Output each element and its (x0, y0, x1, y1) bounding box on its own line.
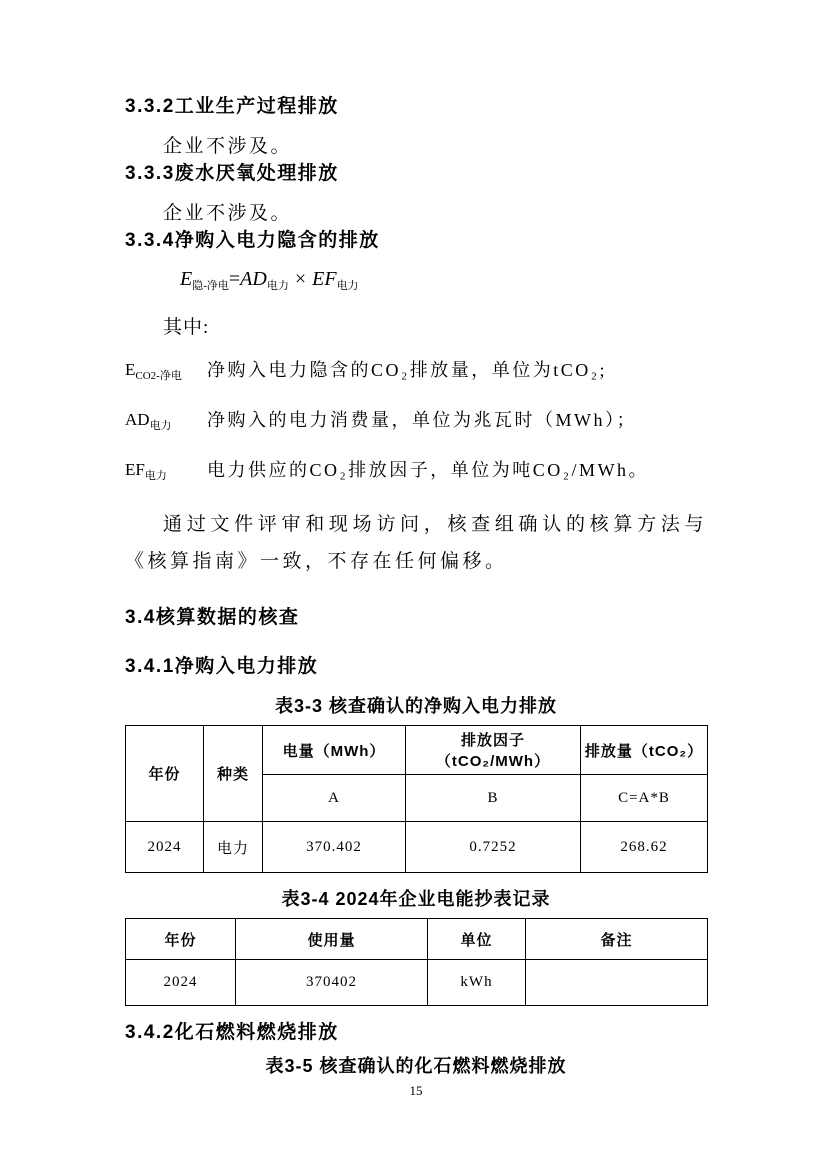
table-3-3-caption: 表3-3 核查确认的净购入电力排放 (274, 696, 557, 716)
table-3-3-col-power: 电量（MWh） (263, 726, 406, 775)
definition-desc-ad: 净购入的电力消费量，单位为兆瓦时（MWh）； (207, 410, 637, 430)
conclusion-paragraph: 通过文件评审和现场访问，核查组确认的核算方法与《核算指南》一致，不存在任何偏移。 (125, 514, 707, 572)
table-3-4-caption: 表3-4 2024年企业电能抄表记录 (281, 889, 551, 909)
definition-desc-e: 净购入电力隐含的CO₂排放量，单位为tCO₂; (207, 360, 608, 380)
definition-row-ad (125, 405, 707, 441)
page-content (125, 93, 707, 1099)
paragraph-not-involved-1: 企业不涉及。 (163, 136, 293, 157)
table-3-4-col-remark: 备注 (526, 919, 708, 960)
heading-3-3-2: 3.3.2工业生产过程排放 (125, 96, 339, 117)
formula-term2-subscript: 电力 (336, 280, 359, 292)
table-3-4-header-row (126, 919, 708, 960)
table-3-3 (125, 725, 708, 873)
table-3-4 (125, 918, 708, 1006)
table-3-3-sub-b: B (406, 775, 581, 822)
definition-term-e-subscript: CO2-净电 (135, 370, 182, 382)
table-3-3-sub-a: A (263, 775, 406, 822)
formula-net-purchased-electricity (180, 264, 707, 301)
definition-term-ad (125, 405, 207, 441)
heading-3-4-2: 3.4.2化石燃料燃烧排放 (125, 1022, 339, 1043)
formula-term1-base: AD (240, 268, 267, 290)
heading-3-3-3: 3.3.3废水厌氧处理排放 (125, 163, 339, 184)
heading-3-4: 3.4核算数据的核查 (125, 607, 300, 628)
formula-equals-sign: = (228, 268, 241, 290)
formula-multiply-sign: × (294, 268, 307, 290)
table-3-4-cell-unit: kWh (428, 960, 526, 1006)
table-3-3-cell-type: 电力 (204, 822, 263, 873)
heading-3-3-4: 3.3.4净购入电力隐含的排放 (125, 230, 380, 251)
table-3-3-cell-factor: 0.7252 (406, 822, 581, 873)
table-3-4-col-year: 年份 (126, 919, 236, 960)
table-3-4-col-usage: 使用量 (236, 919, 428, 960)
definition-term-e (125, 355, 207, 391)
formula-lhs-subscript: 隐-净电 (192, 280, 229, 292)
page-number: 15 (409, 1083, 423, 1098)
table-3-4-cell-usage: 370402 (236, 960, 428, 1006)
formula-term1-subscript: 电力 (266, 280, 289, 292)
paragraph-not-involved-2: 企业不涉及。 (163, 203, 293, 224)
definition-term-ef-base: EF (125, 460, 145, 479)
table-3-3-col-type: 种类 (204, 726, 263, 822)
table-3-3-col-factor: 排放因子（tCO₂/MWh） (406, 726, 581, 775)
definition-term-e-base: E (125, 360, 136, 379)
table-3-4-data-row (126, 960, 708, 1006)
formula-term2-base: EF (312, 268, 337, 290)
definition-term-ad-subscript: 电力 (149, 420, 172, 432)
table-3-3-cell-emission: 268.62 (581, 822, 708, 873)
variable-definitions (125, 355, 707, 491)
where-label: 其中: (163, 317, 210, 338)
table-3-4-col-unit: 单位 (428, 919, 526, 960)
definition-term-ef-subscript: 电力 (144, 470, 167, 482)
table-3-3-header-row-1 (126, 726, 708, 775)
table-3-5-caption: 表3-5 核查确认的化石燃料燃烧排放 (265, 1056, 567, 1076)
definition-term-ad-base: AD (125, 410, 150, 429)
formula-lhs-base: E (180, 268, 193, 290)
table-3-3-col-year: 年份 (126, 726, 204, 822)
definition-term-ef (125, 455, 207, 491)
heading-3-4-1: 3.4.1净购入电力排放 (125, 656, 319, 677)
table-3-3-data-row (126, 822, 708, 873)
table-3-3-cell-year: 2024 (126, 822, 204, 873)
definition-row-e (125, 355, 707, 391)
table-3-3-col-emission: 排放量（tCO₂） (581, 726, 708, 775)
definition-row-ef (125, 455, 707, 491)
table-3-3-cell-power: 370.402 (263, 822, 406, 873)
table-3-4-cell-year: 2024 (126, 960, 236, 1006)
table-3-4-cell-remark (526, 960, 708, 1006)
table-3-3-sub-c: C=A*B (581, 775, 708, 822)
definition-desc-ef: 电力供应的CO₂排放因子，单位为吨CO₂/MWh。 (207, 460, 650, 480)
